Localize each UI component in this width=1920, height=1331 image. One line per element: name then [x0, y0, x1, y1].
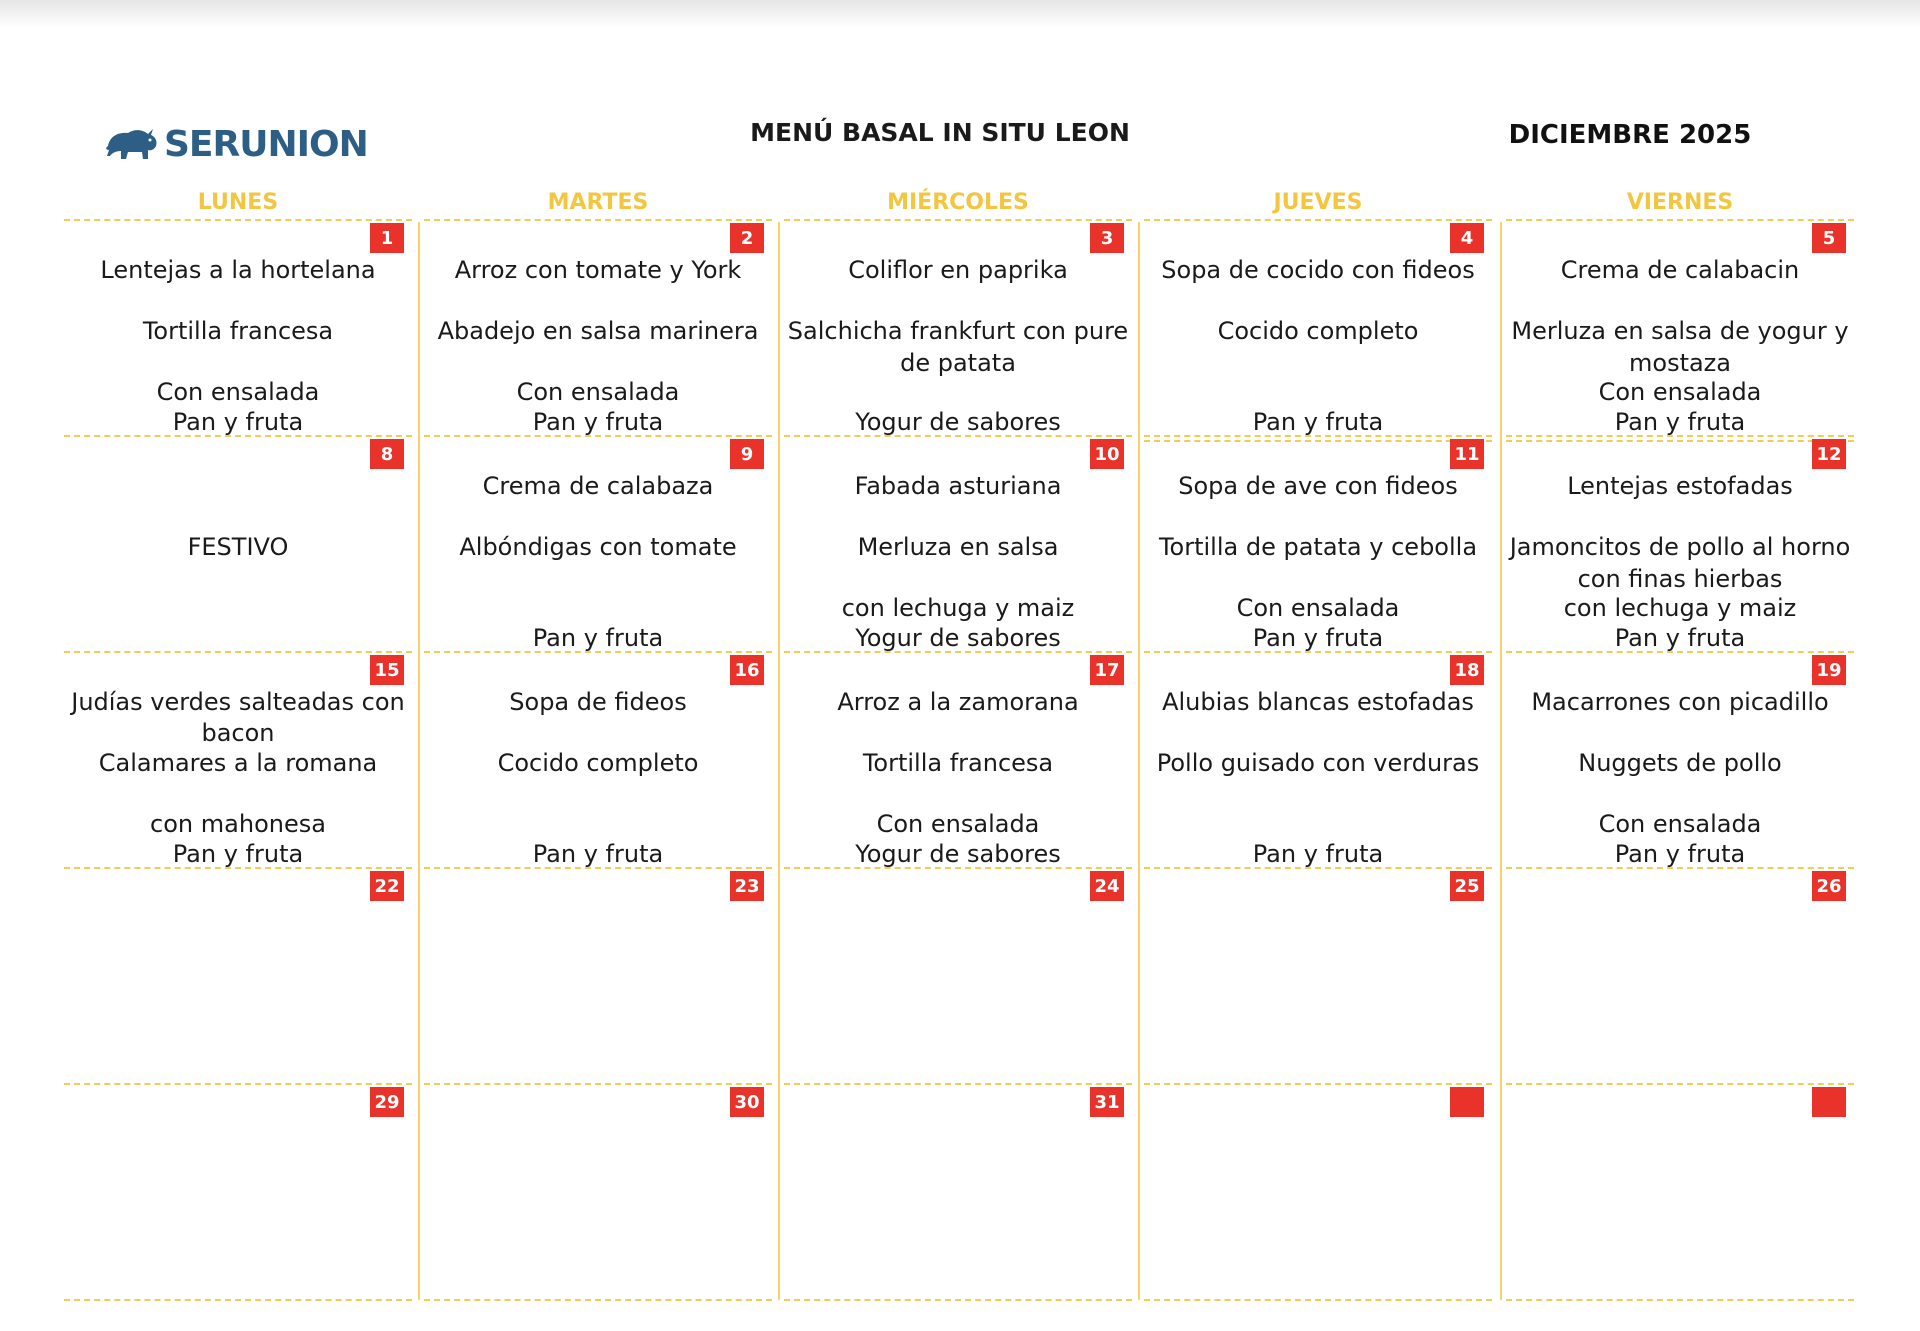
menu-line: Con ensalada [1236, 594, 1400, 622]
menu-line: con lechuga y maiz [1563, 594, 1797, 622]
menu-line: Sopa de cocido con fideos [1161, 256, 1475, 284]
day-cell [1144, 653, 1492, 869]
menu-line: mostaza [1629, 349, 1731, 377]
day-number-badge: 9 [730, 439, 764, 469]
day-cell [784, 653, 1132, 869]
menu-line: con finas hierbas [1577, 565, 1783, 593]
menu-line: Con ensalada [876, 810, 1040, 838]
menu-line: Pan y fruta [532, 840, 664, 868]
weekday-header [64, 190, 1854, 220]
weekday-martes: MARTES [547, 190, 649, 215]
day-cell [64, 653, 412, 869]
weekday-jueves: JUEVES [1273, 190, 1363, 215]
weekday-miercoles: MIÉRCOLES [887, 190, 1029, 215]
day-number-badge: 8 [370, 439, 404, 469]
column-separator [1500, 222, 1502, 1300]
menu-line: Jamoncitos de pollo al horno [1509, 533, 1851, 561]
day-number-badge: 16 [730, 655, 764, 685]
day-cell [424, 437, 772, 653]
day-number-badge: 24 [1090, 871, 1124, 901]
day-cell [424, 653, 772, 869]
column-separator [1138, 222, 1140, 1300]
menu-line: Macarrones con picadillo [1531, 688, 1829, 716]
day-cell [1506, 437, 1854, 653]
day-cell [1506, 869, 1854, 1085]
menu-line: Pollo guisado con verduras [1156, 749, 1480, 777]
menu-line: Pan y fruta [532, 408, 664, 436]
day-cell [64, 221, 412, 437]
menu-line: Tortilla francesa [862, 749, 1054, 777]
menu-line: de patata [900, 349, 1016, 377]
day-cell [64, 869, 412, 1085]
day-cell [784, 221, 1132, 437]
day-cell [424, 1085, 772, 1301]
serunion-logo [104, 120, 368, 168]
menu-line: Pan y fruta [1614, 840, 1746, 868]
day-number-badge: 12 [1812, 439, 1846, 469]
day-cell [1506, 1085, 1854, 1301]
weekday-lunes: LUNES [197, 190, 279, 215]
day-number-badge: 4 [1450, 223, 1484, 253]
day-number-badge: 2 [730, 223, 764, 253]
day-number-badge: 5 [1812, 223, 1846, 253]
menu-line: Yogur de sabores [855, 840, 1061, 868]
menu-line: Fabada asturiana [854, 472, 1062, 500]
day-cell [1144, 1085, 1492, 1301]
menu-line: Sopa de fideos [509, 688, 687, 716]
menu-line: Cocido completo [497, 749, 699, 777]
menu-line: Calamares a la romana [98, 749, 378, 777]
day-cell [1144, 221, 1492, 437]
weekday-viernes: VIERNES [1626, 190, 1734, 215]
day-number-badge: 1 [370, 223, 404, 253]
day-number-badge: 31 [1090, 1087, 1124, 1117]
day-number-badge [1450, 1087, 1484, 1117]
menu-line: Yogur de sabores [855, 408, 1061, 436]
menu-line: Sopa de ave con fideos [1178, 472, 1458, 500]
menu-line: Cocido completo [1217, 317, 1419, 345]
menu-line: Arroz con tomate y York [454, 256, 742, 284]
menu-line: Tortilla francesa [142, 317, 334, 345]
day-cell [424, 221, 772, 437]
day-cell [784, 1085, 1132, 1301]
day-number-badge: 11 [1450, 439, 1484, 469]
menu-line: Tortilla de patata y cebolla [1158, 533, 1478, 561]
day-cell [1506, 221, 1854, 437]
menu-line: Con ensalada [1598, 378, 1762, 406]
menu-line: FESTIVO [187, 533, 289, 561]
bison-icon [104, 126, 160, 162]
menu-line: Nuggets de pollo [1578, 749, 1782, 777]
menu-line: Pan y fruta [1614, 624, 1746, 652]
day-cell [784, 869, 1132, 1085]
menu-line: Crema de calabacin [1560, 256, 1800, 284]
menu-line: Yogur de sabores [855, 624, 1061, 652]
day-number-badge: 3 [1090, 223, 1124, 253]
column-separator [778, 222, 780, 1300]
menu-line: Con ensalada [156, 378, 320, 406]
day-number-badge: 26 [1812, 871, 1846, 901]
menu-line: Pan y fruta [532, 624, 664, 652]
menu-line: Lentejas a la hortelana [100, 256, 376, 284]
menu-line: Albóndigas con tomate [459, 533, 737, 561]
day-number-badge: 30 [730, 1087, 764, 1117]
menu-line: Pan y fruta [172, 408, 304, 436]
menu-line: Arroz a la zamorana [837, 688, 1079, 716]
top-shadow [0, 0, 1920, 28]
menu-line: con lechuga y maiz [841, 594, 1075, 622]
menu-line: Con ensalada [1598, 810, 1762, 838]
day-number-badge: 18 [1450, 655, 1484, 685]
day-number-badge: 29 [370, 1087, 404, 1117]
menu-line: Merluza en salsa de yogur y [1511, 317, 1849, 345]
menu-line: Crema de calabaza [482, 472, 714, 500]
menu-line: con mahonesa [150, 810, 326, 838]
day-number-badge: 25 [1450, 871, 1484, 901]
day-cell [1144, 437, 1492, 653]
menu-line: Pan y fruta [1252, 624, 1384, 652]
menu-line: Alubias blancas estofadas [1162, 688, 1474, 716]
menu-line: Pan y fruta [1252, 408, 1384, 436]
day-number-badge: 22 [370, 871, 404, 901]
menu-line: Con ensalada [516, 378, 680, 406]
menu-title: MENÚ BASAL IN SITU LEON [750, 118, 1130, 147]
day-cell [784, 437, 1132, 653]
day-number-badge: 15 [370, 655, 404, 685]
day-cell [1506, 653, 1854, 869]
month-label: DICIEMBRE 2025 [1508, 120, 1752, 150]
day-number-badge: 19 [1812, 655, 1846, 685]
menu-line: Salchicha frankfurt con pure [787, 317, 1129, 345]
day-number-badge: 17 [1090, 655, 1124, 685]
menu-line: Pan y fruta [1252, 840, 1384, 868]
menu-line: Pan y fruta [172, 840, 304, 868]
menu-line: Abadejo en salsa marinera [437, 317, 759, 345]
menu-line: Coliflor en paprika [848, 256, 1068, 284]
day-number-badge: 23 [730, 871, 764, 901]
menu-line: Pan y fruta [1614, 408, 1746, 436]
day-cell [64, 437, 412, 653]
day-number-badge [1812, 1087, 1846, 1117]
column-separator [418, 222, 420, 1300]
logo-wordmark: SERUNION [164, 123, 368, 165]
menu-line: Judías verdes salteadas con [71, 688, 405, 716]
menu-line: Merluza en salsa [857, 533, 1059, 561]
day-cell [64, 1085, 412, 1301]
menu-line: bacon [201, 719, 275, 747]
day-number-badge: 10 [1090, 439, 1124, 469]
day-cell [424, 869, 772, 1085]
menu-line: Lentejas estofadas [1567, 472, 1793, 500]
day-cell [1144, 869, 1492, 1085]
